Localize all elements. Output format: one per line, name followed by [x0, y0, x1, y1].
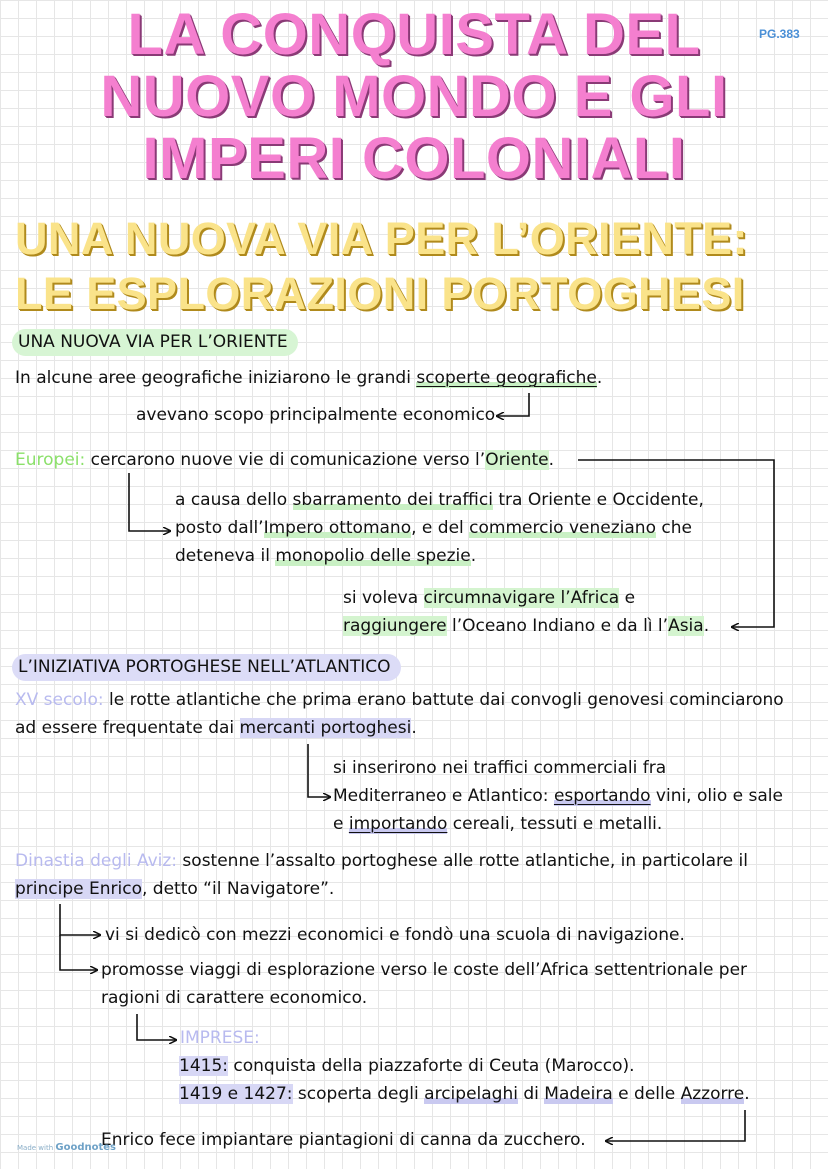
- text-cause-1: a causa dello sbarramento dei traffici tra Oriente e Occidente,: [175, 490, 704, 510]
- goodnotes-watermark: Made with Goodnotes: [17, 1142, 117, 1153]
- title-line-3: IMPERI COLONIALI: [142, 126, 686, 191]
- text-promosse-2: ragioni di carattere economico.: [101, 988, 368, 1008]
- title-line-2: NUOVO MONDO E GLI: [100, 64, 728, 129]
- arrow-zucchero: [606, 1110, 745, 1141]
- arrow-promosse: [60, 935, 97, 970]
- text-scopo-economico: avevano scopo principalmente economico: [136, 405, 496, 425]
- text-scoperte: In alcune aree geografiche iniziarono le grandi scoperte geografiche.: [15, 368, 603, 388]
- text-impresa-1415: 1415: conquista della piazzaforte di Ceuta (Marocco).: [179, 1056, 635, 1076]
- arrow-scopo: [497, 393, 529, 416]
- section-heading-portoghese: L’INIZIATIVA PORTOGHESE NELL’ATLANTICO: [12, 654, 401, 681]
- text-xv-secolo-2: ad essere frequentate dai mercanti portoghesi.: [15, 718, 417, 738]
- text-impresa-1419: 1419 e 1427: scoperta degli arcipelaghi di Madeira e delle Azzorre.: [179, 1084, 750, 1104]
- text-europei: Europei: cercarono nuove vie di comunicazione verso l’Oriente.: [15, 450, 555, 470]
- section-heading-oriente: UNA NUOVA VIA PER L’ORIENTE: [12, 329, 298, 356]
- arrow-imprese: [137, 1014, 176, 1040]
- text-inserirono-2: Mediterraneo e Atlantico: esportando vini, olio e sale: [333, 786, 783, 806]
- label-imprese: IMPRESE:: [180, 1028, 260, 1048]
- text-zucchero: Enrico fece impiantare piantagioni di canna da zucchero.: [101, 1130, 586, 1150]
- text-cause-3: deteneva il monopolio delle spezie.: [175, 546, 477, 566]
- label-xv-secolo: XV secolo:: [15, 690, 104, 710]
- arrow-cause: [129, 473, 170, 531]
- arrow-inserirono: [308, 744, 330, 797]
- highlight-scoperte: scoperte geografiche: [416, 368, 597, 388]
- title-line-1: LA CONQUISTA DEL: [127, 2, 701, 67]
- text-aviz-2: principe Enrico, detto “il Navigatore”.: [15, 879, 335, 899]
- text-goal-1: si voleva circumnavigare l’Africa e: [343, 588, 636, 608]
- text-promosse-1: promosse viaggi di esplorazione verso le coste dell’Africa settentrionale per: [101, 960, 748, 980]
- label-aviz: Dinastia degli Aviz:: [15, 851, 178, 871]
- text-cause-2: posto dall’Impero ottomano, e del commercio veneziano che: [175, 518, 692, 538]
- page-number: PG.383: [759, 27, 800, 41]
- text-goal-2: raggiungere l’Oceano Indiano e da lì l’Asia.: [343, 616, 710, 636]
- subtitle-line-1: UNA NUOVA VIA PER L’ORIENTE:: [15, 213, 748, 264]
- text-inserirono-3: e importando cereali, tessuti e metalli.: [333, 814, 663, 834]
- subtitle-line-2: LE ESPLORAZIONI PORTOGHESI: [15, 268, 745, 319]
- label-europei: Europei:: [15, 450, 86, 470]
- text-aviz-1: Dinastia degli Aviz: sostenne l’assalto portoghese alle rotte atlantiche, in particolare il: [15, 851, 748, 871]
- arrow-dedico: [60, 904, 100, 935]
- text-xv-secolo-1: XV secolo: le rotte atlantiche che prima erano battute dai convogli genovesi cominciarono: [15, 690, 784, 710]
- text-inserirono-1: si inserirono nei traffici commerciali fra: [333, 758, 667, 778]
- arrow-goal: [578, 460, 774, 627]
- text-dedico: vi si dedicò con mezzi economici e fondò una scuola di navigazione.: [105, 925, 685, 945]
